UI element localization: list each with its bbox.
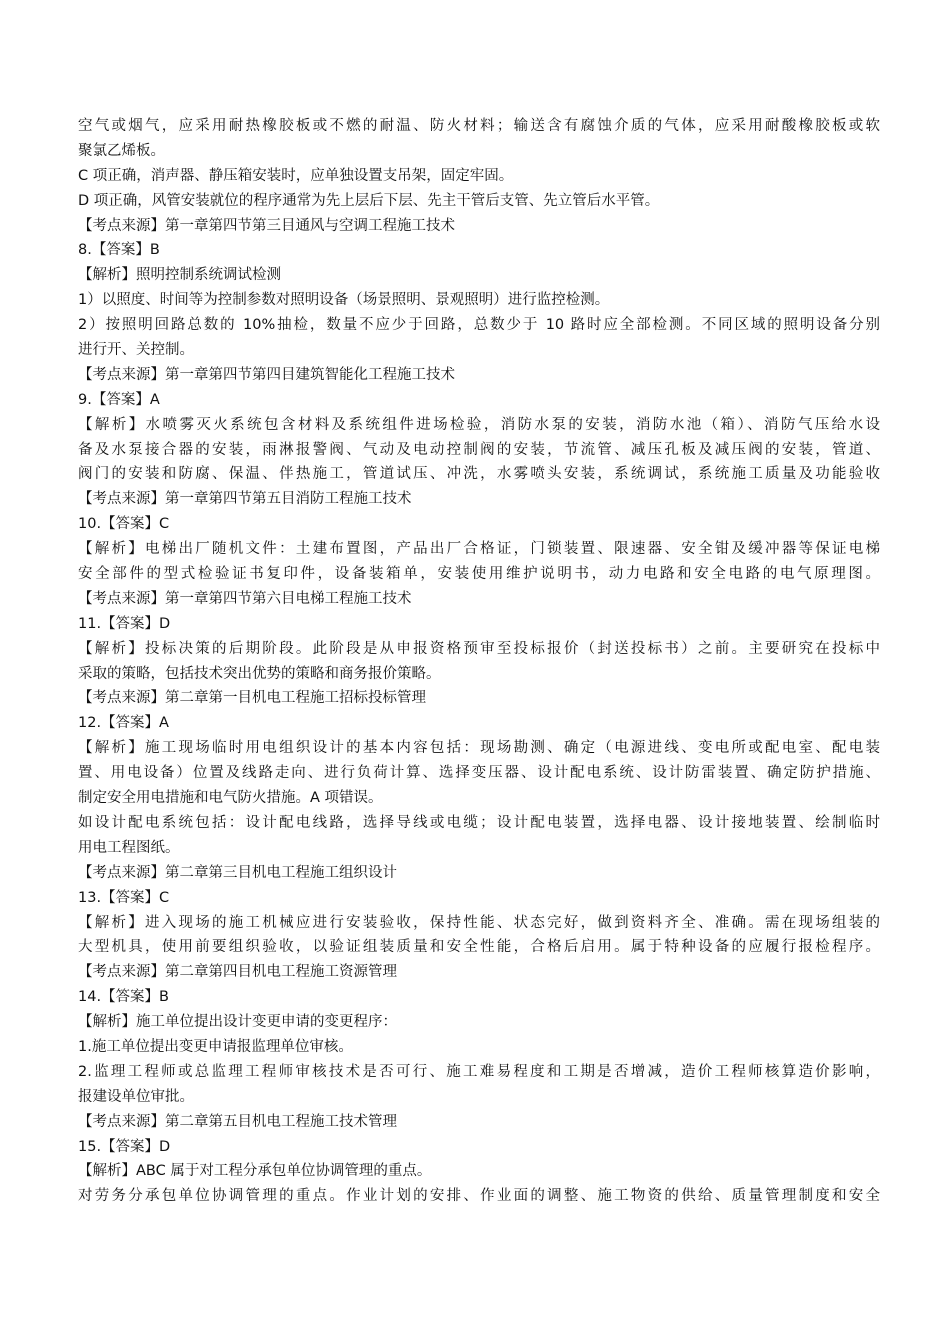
text-line: 【考点来源】第二章第一目机电工程施工招标投标管理 xyxy=(78,690,426,707)
text-line: 大型机具，使用前要组织验收，以验证组装质量和安全性能，合格后启用。属于特种设备的应履行报检程序。 xyxy=(78,939,880,956)
text-line: 【考点来源】第一章第四节第三目通风与空调工程施工技术 xyxy=(78,217,455,234)
text-line: 【解析】ABC 属于对工程分承包单位协调管理的重点。 xyxy=(78,1163,432,1180)
text-line: C 项正确，消声器、静压箱安装时，应单独设置支吊架，固定牢固。 xyxy=(78,167,514,184)
text-line: 【考点来源】第一章第四节第六目电梯工程施工技术 xyxy=(78,590,412,607)
text-line: 12.【答案】A xyxy=(78,715,169,732)
text-line: 【考点来源】第一章第四节第五目消防工程施工技术 xyxy=(78,491,412,508)
text-line: 13.【答案】C xyxy=(78,889,170,906)
text-line: 11.【答案】D xyxy=(78,615,171,632)
text-line: 【考点来源】第二章第三目机电工程施工组织设计 xyxy=(78,864,397,881)
text-line: 【考点来源】第二章第四目机电工程施工资源管理 xyxy=(78,964,397,981)
text-line: 8.【答案】B xyxy=(78,242,160,259)
text-line: 1.施工单位提出变更申请报监理单位审核。 xyxy=(78,1038,353,1055)
text-line: 9.【答案】A xyxy=(78,391,160,408)
text-line: 【考点来源】第一章第四节第四目建筑智能化工程施工技术 xyxy=(78,366,455,383)
text-line: 2）按照明回路总数的 10%抽检，数量不应少于回路，总数少于 10 路时应全部检测。不同区域的照明设备分别 xyxy=(78,317,880,334)
text-line: 【解析】电梯出厂随机文件：土建布置图，产品出厂合格证，门锁装置、限速器、安全钳及缓冲器等保证电梯 xyxy=(78,541,880,558)
text-line: 【解析】进入现场的施工机械应进行安装验收，保持性能、状态完好，做到资料齐全、准确。需在现场组装的 xyxy=(78,914,880,931)
text-line: 采取的策略，包括技术突出优势的策略和商务报价策略。 xyxy=(78,665,441,682)
text-line: 阀门的安装和防腐、保温、伴热施工，管道试压、冲洗，水雾喷头安装，系统调试，系统施工质量及功能验收 xyxy=(78,466,880,483)
text-line: 聚氯乙烯板。 xyxy=(78,142,165,159)
text-line: 对劳务分承包单位协调管理的重点。作业计划的安排、作业面的调整、施工物资的供给、质量管理制度和安全 xyxy=(78,1188,880,1205)
text-line: 进行开、关控制。 xyxy=(78,342,194,359)
text-line: 空气或烟气，应采用耐热橡胶板或不燃的耐温、防火材料；输送含有腐蚀介质的气体，应采用耐酸橡胶板或软 xyxy=(78,118,880,134)
text-line: 【考点来源】第二章第五目机电工程施工技术管理 xyxy=(78,1113,397,1130)
text-line: 安全部件的型式检验证书复印件，设备装箱单，安装使用维护说明书，动力电路和安全电路的电气原理图。 xyxy=(78,566,880,583)
text-line: 15.【答案】D xyxy=(78,1138,171,1155)
text-line: 【解析】施工单位提出设计变更申请的变更程序： xyxy=(78,1014,397,1031)
text-line: 置、用电设备）位置及线路走向、进行负荷计算、选择变压器、设计配电系统、设计防雷装置、确定防护措施、 xyxy=(78,765,880,782)
text-line: 用电工程图纸。 xyxy=(78,839,180,856)
text-line: 【解析】照明控制系统调试检测 xyxy=(78,267,281,284)
text-line: 1）以照度、时间等为控制参数对照明设备（场景照明、景观照明）进行监控检测。 xyxy=(78,292,610,309)
text-line: 14.【答案】B xyxy=(78,989,170,1006)
text-line: 【解析】投标决策的后期阶段。此阶段是从申报资格预审至投标报价（封送投标书）之前。主要研究在投标中 xyxy=(78,640,880,657)
text-line: 备及水泵接合器的安装，雨淋报警阀、气动及电动控制阀的安装，节流管、减压孔板及减压阀的安装，管道、 xyxy=(78,441,880,458)
text-line: 2.监理工程师或总监理工程师审核技术是否可行、施工难易程度和工期是否增减，造价工程师核算造价影响， xyxy=(78,1063,880,1080)
text-line: 10.【答案】C xyxy=(78,516,170,533)
text-line: 制定安全用电措施和电气防火措施。A 项错误。 xyxy=(78,790,383,807)
document-page xyxy=(78,114,880,1209)
text-line: 【解析】施工现场临时用电组织设计的基本内容包括：现场勘测、确定（电源进线、变电所或配电室、配电装 xyxy=(78,740,880,757)
text-line: 【解析】水喷雾灭火系统包含材料及系统组件进场检验，消防水泵的安装，消防水池（箱）、消防气压给水设 xyxy=(78,416,880,433)
text-line: 报建设单位审批。 xyxy=(78,1088,194,1105)
text-line: D 项正确，风管安装就位的程序通常为先上层后下层、先主干管后支管、先立管后水平管。 xyxy=(78,192,660,209)
text-line: 如设计配电系统包括：设计配电线路，选择导线或电缆；设计配电装置，选择电器、设计接地装置、绘制临时 xyxy=(78,814,880,831)
